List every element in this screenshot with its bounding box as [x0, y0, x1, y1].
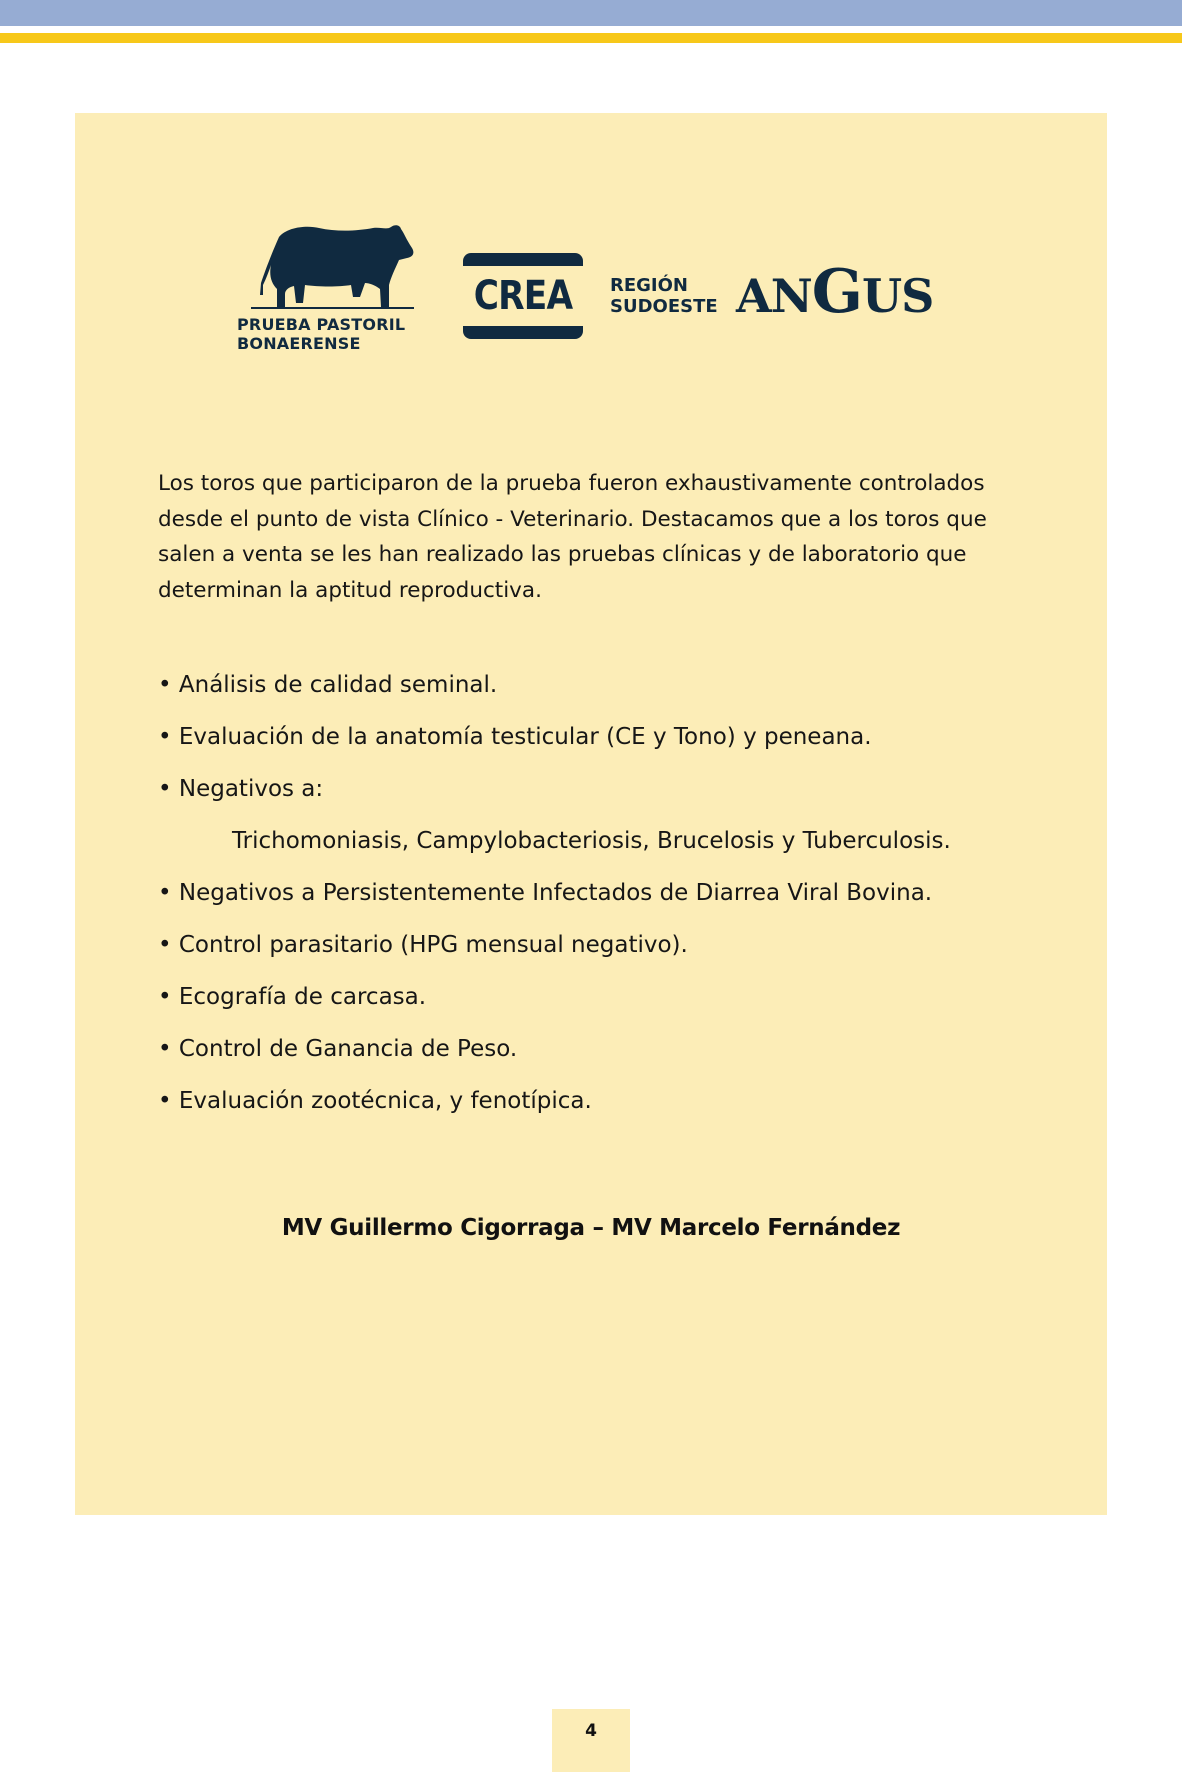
- list-item: • Análisis de calidad seminal.: [158, 672, 498, 698]
- prueba-pastoril-label: [237, 315, 405, 353]
- angus-part1: AN: [736, 269, 812, 323]
- prueba-pastoril-line1: PRUEBA PASTORIL: [237, 315, 406, 334]
- logo-region-sudoeste: [610, 275, 718, 317]
- list-item: • Negativos a Persistentemente Infectados de Diarrea Viral Bovina.: [158, 880, 933, 906]
- list-subitem: Trichomoniasis, Campylobacteriosis, Brucelosis y Tuberculosis.: [232, 828, 951, 854]
- control-list: [158, 659, 1038, 1127]
- intro-paragraph: Los toros que participaron de la prueba fueron exhaustivamente controlados desde el punto de vista Clínico - Veterinario. Destacamos que a los toros que salen a venta se les han realizado las pruebas clínicas y de laboratorio que determinan la aptitud reproductiva.: [158, 471, 987, 603]
- content-panel: [75, 113, 1107, 1515]
- signature: MV Guillermo Cigorraga – MV Marcelo Fernández: [281, 1215, 901, 1241]
- region-line2: SUDOESTE: [610, 296, 718, 317]
- bull-icon: [249, 223, 414, 311]
- crea-label: CREA: [473, 273, 573, 319]
- page-number: 4: [552, 1709, 630, 1772]
- angus-part3: US: [862, 269, 934, 323]
- list-item: • Ecografía de carcasa.: [158, 984, 427, 1010]
- top-header-band: [0, 0, 1182, 26]
- list-item: • Negativos a:: [158, 776, 324, 802]
- list-item: • Evaluación de la anatomía testicular (CE y Tono) y peneana.: [158, 724, 872, 750]
- sponsor-logos: [75, 223, 1107, 363]
- logo-crea: [463, 253, 583, 339]
- region-line1: REGIÓN: [610, 275, 688, 296]
- angus-big-g: G: [811, 257, 862, 327]
- top-yellow-stripe: [0, 33, 1182, 43]
- logo-angus: [736, 257, 934, 327]
- prueba-pastoril-line2: BONAERENSE: [237, 334, 361, 353]
- list-item: • Control de Ganancia de Peso.: [158, 1036, 518, 1062]
- list-item: • Control parasitario (HPG mensual negativo).: [158, 932, 688, 958]
- logo-prueba-pastoril-bonaerense: [237, 223, 417, 363]
- list-item: • Evaluación zootécnica, y fenotípica.: [158, 1088, 592, 1114]
